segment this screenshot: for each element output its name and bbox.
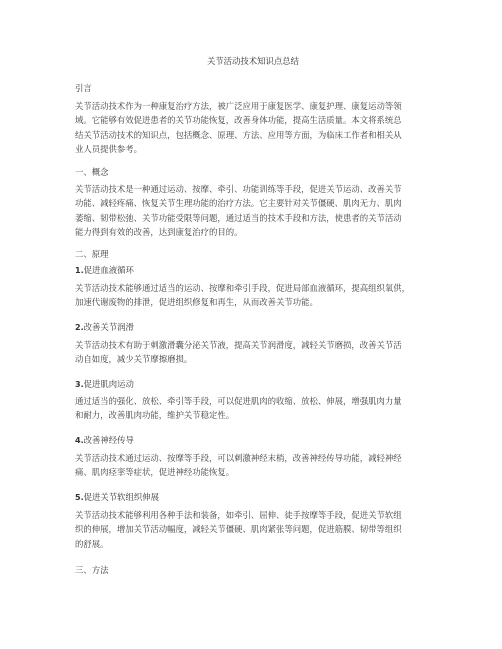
text-line: 关节活动技术是一种通过运动、按摩、牵引、功能训练等手段，促进关节运动、改善关节 — [75, 184, 402, 194]
text-line: 和耐力，改善肌肉功能，维护关节稳定性。 — [75, 410, 235, 421]
item-number: 3. — [75, 380, 84, 389]
principle-item-1-heading — [75, 265, 134, 276]
principle-item-3-heading — [75, 379, 134, 390]
text-line: 加速代谢废物的排泄，促进组织修复和再生，从而改善关节功能。 — [75, 297, 318, 308]
paragraph-concept — [75, 182, 435, 239]
item-label: 促进血液循环 — [83, 265, 134, 275]
item-label: 改善神经传导 — [83, 435, 134, 445]
text-line: 关节活动技术作为一种康复治疗方法，被广泛应用于康复医学、康复护理、康复运动等领 — [75, 101, 402, 111]
text-line: 萎缩、韧带松弛、关节功能受限等问题，通过适当的技术手段和方法，使患者的关节活动 — [75, 212, 402, 223]
principle-item-4-text — [75, 451, 435, 480]
text-line: 能力得到有效的改善，达到康复治疗的目的。 — [75, 226, 243, 237]
paragraph-intro — [75, 99, 435, 156]
heading-method: 三、方法 — [75, 565, 109, 575]
text-line: 通过适当的强化、放松、牵引等手段，可以促进肌肉的收缩、放松、伸展，增强肌肉力量 — [75, 396, 402, 406]
text-line: 域。它能够有效促进患者的关节功能恢复，改善身体功能，提高生活质量。本文将系统总 — [75, 115, 402, 126]
text-line: 痛、肌肉痉挛等症状，促进神经功能恢复。 — [75, 467, 235, 478]
principle-item-5-heading — [75, 492, 159, 503]
text-line: 功能、减轻疼痛、恢复关节生理功能的治疗方法。它主要针对关节僵硬、肌肉无力、肌肉 — [75, 198, 402, 209]
principle-item-4-heading — [75, 435, 134, 446]
item-number: 1. — [75, 266, 84, 275]
text-line: 动自如度，减少关节摩擦磨损。 — [75, 354, 193, 365]
text-line: 关节活动技术通过运动、按摩等手段，可以刺激神经末梢，改善神经传导功能，减轻神经 — [75, 453, 402, 463]
principle-item-1-text — [75, 281, 435, 310]
heading-principle: 二、原理 — [75, 249, 109, 259]
item-number: 4. — [75, 436, 84, 445]
text-line: 关节活动技术有助于刺激滑囊分泌关节液，提高关节润滑度，减轻关节磨损，改善关节活 — [75, 340, 402, 350]
text-line: 结关节活动技术的知识点，包括概念、原理、方法、应用等方面，为临床工作者和相关从 — [75, 129, 402, 140]
item-number: 5. — [75, 493, 84, 502]
heading-intro: 引言 — [75, 83, 92, 93]
item-label: 改善关节润滑 — [83, 322, 134, 332]
item-label: 促进肌肉运动 — [83, 379, 134, 389]
item-number: 2. — [75, 323, 84, 332]
principle-item-3-text — [75, 394, 435, 423]
text-line: 关节活动技术能够通过适当的运动、按摩和牵引手段，促进局部血液循环，提高组织氧供， — [75, 283, 410, 293]
heading-concept: 一、概念 — [75, 167, 109, 177]
text-line: 的舒展。 — [75, 538, 109, 549]
text-line: 织的伸展，增加关节活动幅度，减轻关节僵硬、肌肉紧张等问题，促进筋膜、韧带等组织 — [75, 524, 402, 535]
text-line: 业人员提供参考。 — [75, 143, 142, 154]
text-line: 关节活动技术能够利用各种手法和装备，如牵引、屈伸、徒手按摩等手段，促进关节软组 — [75, 510, 402, 520]
item-label: 促进关节软组织伸展 — [83, 492, 159, 502]
document-title: 关节活动技术知识点总结 — [206, 56, 300, 66]
principle-item-5-text — [75, 508, 435, 551]
principle-item-2-text — [75, 338, 435, 367]
principle-item-2-heading — [75, 322, 134, 333]
